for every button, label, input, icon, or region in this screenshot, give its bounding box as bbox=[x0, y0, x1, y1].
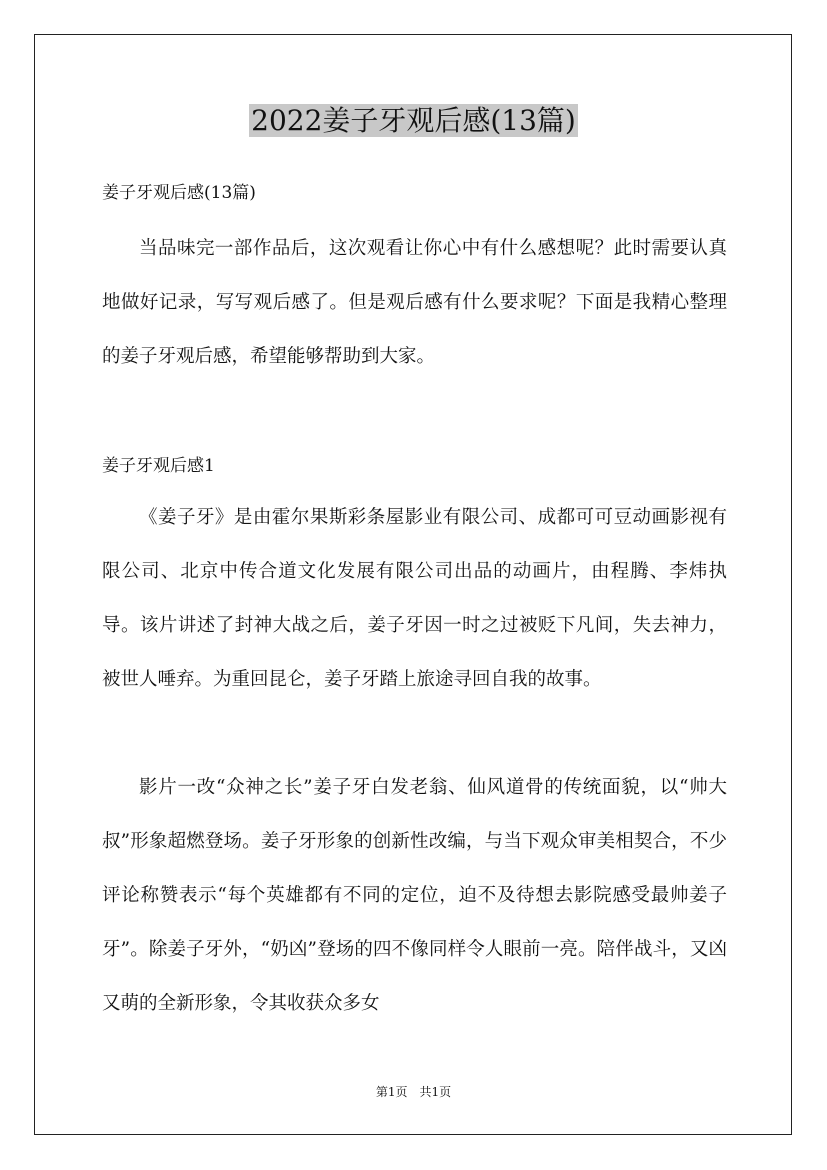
body-paragraph-2: 影片一改“众神之长”姜子牙白发老翁、仙风道骨的传统面貌，以“帅大叔”形象超燃登场。姜子牙形象的创新性改编，与当下观众审美相契合，不少评论称赞表示“每个英雄都有不同的定位，迫不及待想去影院感受最帅姜子牙”。除姜子牙外，“奶凶”登场的四不像同样令人眼前一亮。陪伴战斗，又凶又萌的全新形象，令其收获众多女 bbox=[102, 777, 727, 1014]
page-footer bbox=[0, 1083, 827, 1101]
section-heading: 姜子牙观后感1 bbox=[102, 456, 215, 476]
page-number-label: 第1页 共1页 bbox=[375, 1085, 452, 1099]
document-title-text: 2022姜子牙观后感(13篇) bbox=[251, 104, 576, 137]
document-title bbox=[0, 101, 827, 141]
intro-paragraph: 当品味完一部作品后，这次观看让你心中有什么感想呢？此时需要认真地做好记录，写写观后感了。但是观后感有什么要求呢？下面是我精心整理的姜子牙观后感，希望能够帮助到大家。 bbox=[102, 238, 727, 367]
document-subtitle: 姜子牙观后感(13篇) bbox=[102, 183, 256, 203]
body-paragraph-1: 《姜子牙》是由霍尔果斯彩条屋影业有限公司、成都可可豆动画影视有限公司、北京中传合道文化发展有限公司出品的动画片，由程腾、李炜执导。该片讲述了封神大战之后，姜子牙因一时之过被贬下凡间，失去神力，被世人唾弃。为重回昆仑，姜子牙踏上旅途寻回自我的故事。 bbox=[102, 507, 727, 690]
